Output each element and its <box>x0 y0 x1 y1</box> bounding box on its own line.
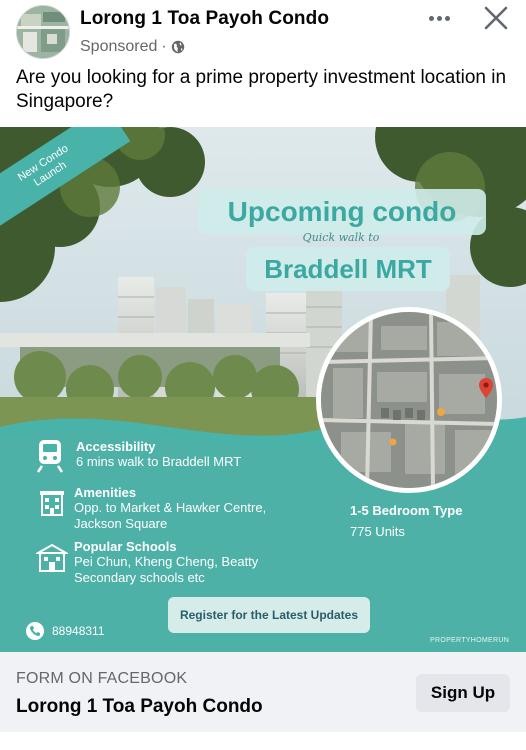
sponsored-label[interactable] <box>80 38 185 56</box>
feature-amenities <box>74 485 314 532</box>
sponsored-text: Sponsored <box>80 38 158 55</box>
post-caption: Are you looking for a prime property investment location in Singapore? <box>16 67 507 112</box>
feature-schools <box>74 539 314 586</box>
subhead-quick-walk: Quick walk to <box>302 231 380 244</box>
ribbon-text: New Condo Launch <box>15 142 71 189</box>
bedroom-type: 1-5 Bedroom Type <box>350 503 463 518</box>
brand-watermark: PROPERTYHOMERUN <box>430 637 510 644</box>
unit-count: 775 Units <box>350 524 405 539</box>
close-icon[interactable] <box>482 4 510 32</box>
feature-title: Amenities <box>74 485 137 500</box>
school-icon <box>36 543 68 573</box>
building-icon <box>38 489 66 517</box>
feature-accessibility <box>76 439 241 470</box>
train-icon <box>36 439 64 473</box>
feature-title: Popular Schools <box>74 539 177 554</box>
bedroom-info <box>350 503 462 539</box>
headline-upcoming: Upcoming condo <box>198 189 486 235</box>
feature-text: Pei Chun, Kheng Cheng, Beatty Secondary schools etc <box>74 554 259 585</box>
page-name-link[interactable]: Lorong 1 Toa Payoh Condo <box>80 8 330 29</box>
dot-icon <box>437 16 442 21</box>
phone-icon <box>26 622 44 640</box>
avatar-image <box>17 6 69 58</box>
feature-text: Opp. to Market & Hawker Centre, Jackson Square <box>74 500 267 531</box>
feature-title: Accessibility <box>76 439 156 454</box>
phone-number: 88948311 <box>52 624 105 638</box>
feed-divider <box>0 732 526 750</box>
globe-icon <box>171 40 185 54</box>
dot-separator: · <box>161 38 167 55</box>
phone-contact <box>26 622 105 640</box>
sign-up-button[interactable]: Sign Up <box>416 674 510 712</box>
footer-title[interactable]: Lorong 1 Toa Payoh Condo <box>16 696 263 717</box>
location-map <box>316 307 502 493</box>
headline-mrt: Braddell MRT <box>246 247 450 291</box>
cta-footer <box>0 652 526 732</box>
form-source-label: FORM ON FACEBOOK <box>16 670 188 687</box>
post-header <box>0 0 526 64</box>
feature-text: 6 mins walk to Braddell MRT <box>76 454 242 469</box>
page-avatar[interactable] <box>16 5 70 59</box>
register-updates-button[interactable]: Register for the Latest Updates <box>168 597 370 633</box>
more-options-button[interactable] <box>424 6 454 30</box>
map-image <box>321 312 497 488</box>
dot-icon <box>429 16 434 21</box>
dot-icon <box>445 16 450 21</box>
ad-creative[interactable] <box>0 127 526 652</box>
